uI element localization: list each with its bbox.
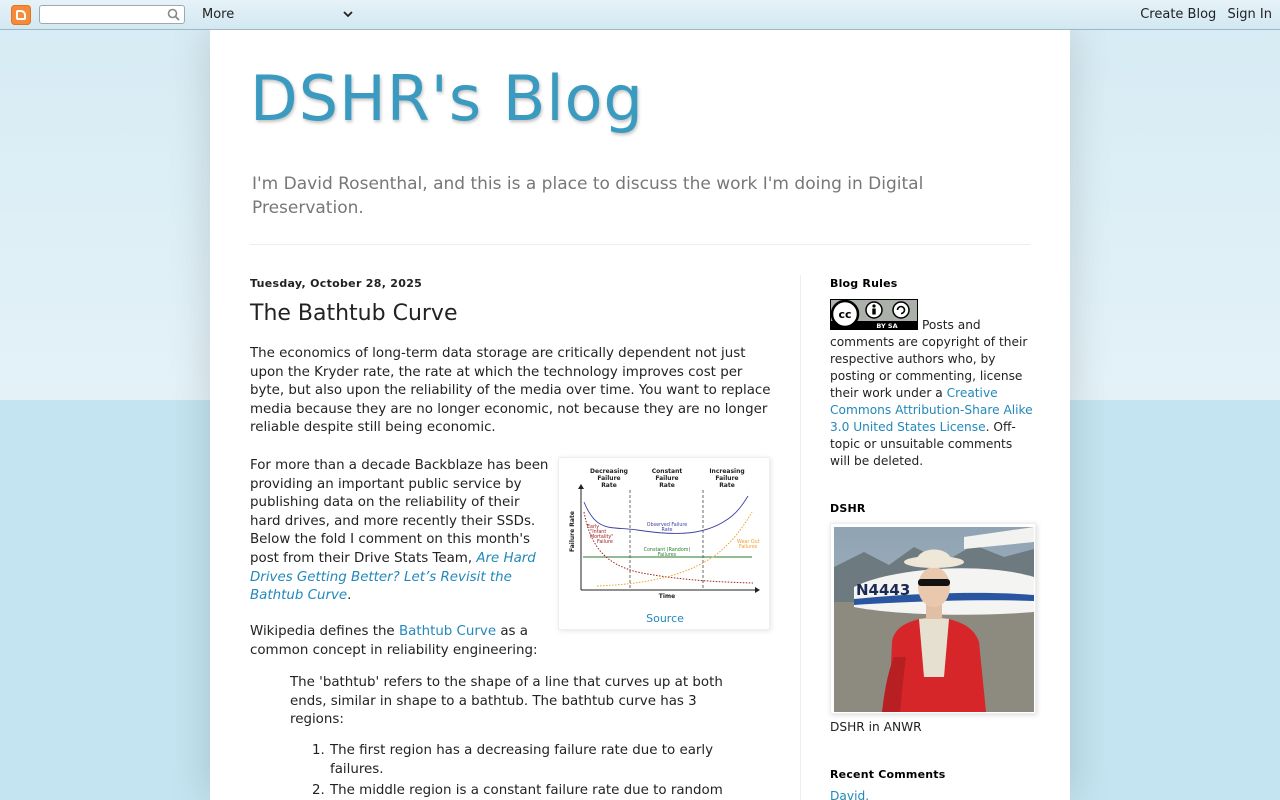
bathtub-curve-chart [567,464,763,604]
blog-title[interactable]: DSHR's Blog [250,62,644,135]
post-paragraph-3-after: as a common concept in reliability engineering: [250,624,538,658]
more-dropdown-label: More [202,7,235,22]
profile-photo-frame[interactable] [830,523,1036,714]
navbar-search [39,5,185,24]
cc-license-link[interactable]: Creative Commons Attribution-Share Alike 3.0 United States License [830,386,1033,434]
post-title[interactable]: The Bathtub Curve [250,301,458,326]
region-label: Failure [597,475,621,482]
early-label: Failure [597,540,613,545]
more-dropdown[interactable] [202,7,354,22]
post-paragraph-1: The economics of long-term data storage are critically dependent not just upon the Kryder rate, the rate at which the technology improves cost per byte, but also upon the reliability of the media over time. You want to replace media because they are no longer economic, not because they are no longer reliable despite still being economic. [250,346,771,436]
region-label: Rate [659,482,675,489]
blog-rules-title: Blog Rules [830,277,898,290]
observed-label: Rate [661,528,673,533]
list-item [290,782,730,800]
navbar-search-input[interactable] [43,9,165,26]
blogger-navbar [0,0,1280,30]
list-item-text: The first region has a decreasing failure rate due to early failures. [330,743,714,777]
search-icon[interactable] [167,8,180,21]
wear-label: Wear Out [737,540,760,545]
post-paragraph-2-end: . [347,588,352,604]
figure-source-link[interactable]: Source [646,612,684,625]
header-divider [250,244,1030,245]
profile-photo [834,527,1034,712]
y-axis-arrow [578,484,584,489]
region-label: Decreasing [590,468,628,475]
blog-description: I'm David Rosenthal, and this is a place to discuss the work I'm doing in Digital Preservation. [252,174,924,218]
blog-page [210,30,1070,800]
region-label: Increasing [709,468,745,475]
early-label: Early [587,525,600,530]
list-item-number: 1. [312,743,325,758]
wear-label: Failures [739,545,758,550]
photo-caption: DSHR in ANWR [830,720,922,734]
post-paragraph-2 [250,457,552,606]
post-paragraph-3-before: Wikipedia defines the [250,624,399,639]
early-label: Mortality" [590,535,614,540]
blog-rules-text [830,317,1035,470]
svg-text:cc: cc [838,308,852,321]
bathtub-figure [558,457,770,630]
post-paragraph-2-text: For more than a decade Backblaze has been providing an important public service by publishing data on the reliability of their hard drives, and more recently their SSDs. Below the fold I comment on this month's post from their Drive Stats Team, [250,458,549,566]
list-item [290,742,730,779]
x-axis-arrow [755,587,760,593]
region-label: Failure [715,475,739,482]
photo-illustration [834,527,1034,712]
column-divider [800,275,801,800]
region-label: Failure [655,475,679,482]
early-label: "Infant [590,530,607,535]
post-paragraph-3 [250,623,552,660]
rules-text-after: . Off-topic or unsuitable comments will be deleted. [830,420,1016,468]
cc-badge-text: BY SA [876,322,898,330]
create-blog-link[interactable]: Create Blog [1140,7,1217,22]
post-date: Tuesday, October 28, 2025 [250,277,423,290]
constant-label: Failures [657,553,677,558]
blockquote: The 'bathtub' refers to the shape of a line that curves up at both ends, similar in shape to a bathtub. The bathtub curve has 3 regions: [290,675,723,728]
quote-list [290,742,730,800]
chevron-down-icon [342,8,354,20]
region-label: Rate [719,482,735,489]
plane-tail-number: N4443 [856,581,911,599]
observed-label: Observed Failure [646,523,688,528]
list-item-text: The middle region is a constant failure rate due to random [330,783,723,799]
blogger-logo-icon[interactable] [11,5,31,25]
recent-comments-title: Recent Comments [830,768,946,781]
region-label: Constant [651,468,683,475]
y-axis-label: Failure Rate [569,511,576,552]
recent-comment-author-link[interactable]: David. [830,789,870,800]
rules-text-before: Posts and comments are copyright of their respective authors who, by posting or commenting, license their work under a [830,318,1028,400]
sign-in-link[interactable]: Sign In [1227,7,1272,22]
constant-label: Constant (Random) [643,548,691,553]
dshr-widget-title: DSHR [830,502,866,515]
region-label: Rate [601,482,617,489]
x-axis-label: Time [658,593,676,600]
list-item-number: 2. [312,783,325,799]
bathtub-curve-link[interactable]: Bathtub Curve [398,624,497,639]
backblaze-post-link[interactable]: Are Hard Drives Getting Better? Let’s Revisit the Bathtub Curve [250,550,536,604]
